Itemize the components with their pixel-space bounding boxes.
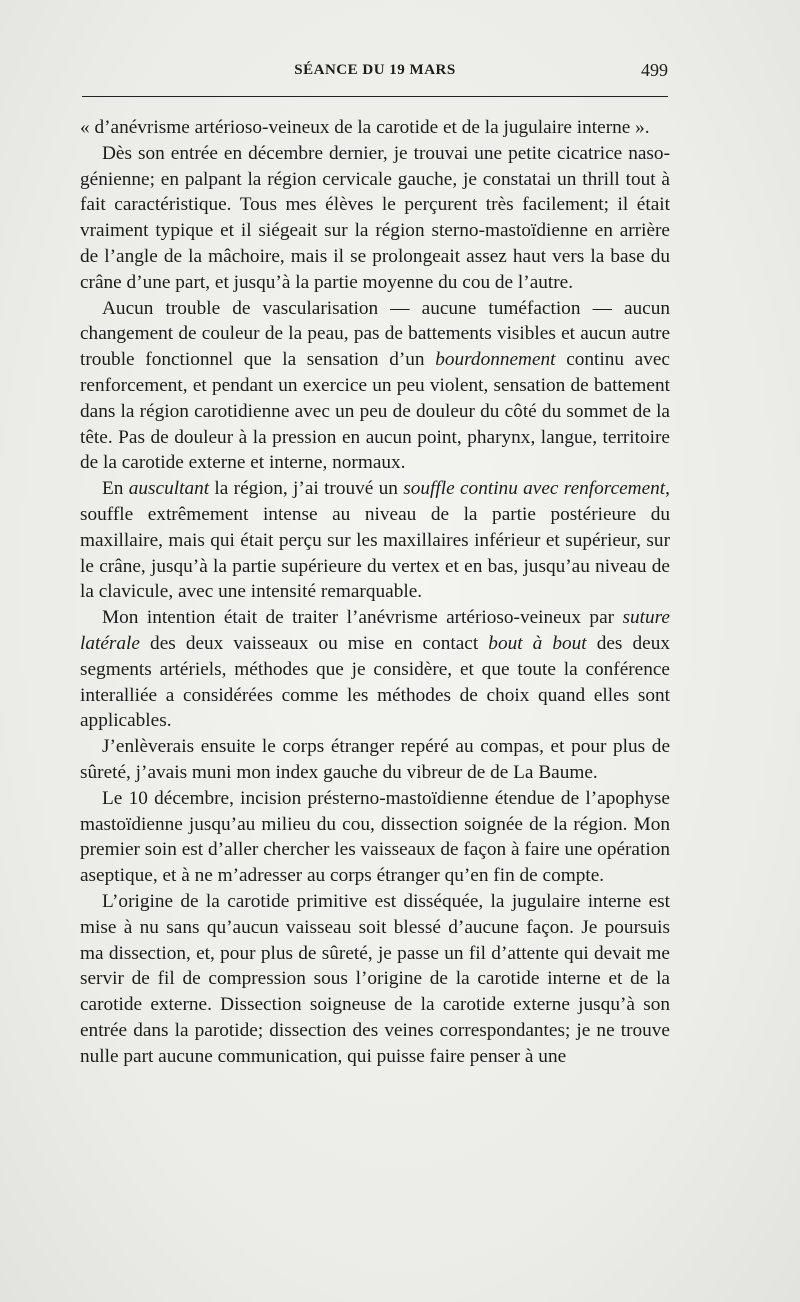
page-header — [80, 60, 670, 86]
paragraph — [80, 889, 670, 1070]
text-run: Mon intention était de traiter l’anévrisme artérioso-veineux par — [102, 607, 623, 629]
running-head: SÉANCE DU 19 MARS — [294, 62, 456, 78]
text-run: En — [102, 478, 129, 500]
text-run: des deux vaisseaux ou mise en contact — [139, 632, 489, 654]
italic-text: bout à bout — [488, 632, 587, 654]
italic-text: bourdonnement — [435, 349, 556, 371]
text-run: « d’anévrisme artérioso-veineux de la carotide et de la jugulaire interne ». — [80, 117, 650, 138]
text-run: , souffle extrêmement intense au niveau de la partie postérieure du maxillaire, mais qui était perçu sur les maxillaires inférieur et supérieur, sur le crâne, jusqu’à la partie supérieure du vertex et en bas, jusqu’au niveau de la clavicule, avec une intensité remarquable. — [80, 478, 670, 603]
text-run: J’enlèverais ensuite le corps étranger repéré au compas, et pour plus de sûreté, j’avais muni mon index gauche du vibreur de de La Baume. — [80, 736, 670, 783]
italic-text: suture latérale — [80, 607, 670, 654]
paragraph — [80, 115, 670, 141]
italic-text: souffle continu avec renforcement — [403, 478, 666, 500]
italic-text: auscultant — [128, 478, 210, 500]
text-run: Dès son entrée en décembre dernier, je trouvai une petite cicatrice naso-génienne; en palpant la région cervicale gauche, je constatai un thrill tout à fait caractéristique. Tous mes élèves le perçurent très facilement; il était vraiment typique et il siégeait sur la région sterno-mastoïdienne en arrière de l’angle de la mâchoire, mais il se prolongeait assez haut vers la base du crâne d’une part, et jusqu’à la partie moyenne du cou de l’autre. — [80, 142, 670, 293]
body-text — [80, 115, 670, 1069]
paragraph — [80, 734, 670, 786]
header-rule — [82, 96, 668, 97]
paragraph — [80, 296, 670, 477]
text-run: la région, j’ai trouvé un — [209, 478, 404, 500]
text-run: des deux segments artériels, méthodes que je considère, et que toute la conférence interalliée a considérées comme les méthodes de choix quand elles sont applicables. — [80, 632, 670, 732]
text-run: continu avec renforcement, et pendant un exercice un peu violent, sensation de battement dans la région carotidienne avec un peu de douleur du côté du sommet de la tête. Pas de douleur à la pression en aucun point, pharynx, langue, territoire de la carotide externe et interne, normaux. — [80, 349, 670, 474]
text-run: Le 10 décembre, incision présterno-mastoïdienne étendue de l’apophyse mastoïdienne jusqu’au milieu du cou, dissection soignée de la région. Mon premier soin est d’aller chercher les vaisseaux de façon à faire une opération aseptique, et à ne m’adresser au corps étranger qu’en fin de compte. — [80, 787, 670, 887]
paragraph — [80, 476, 670, 605]
text-run: L’origine de la carotide primitive est disséquée, la jugulaire interne est mise à nu sans qu’aucun vaisseau soit blessé d’aucune façon. Je poursuis ma dissection, et, pour plus de sûreté, je passe un fil d’attente qui devait me servir de fil de compression sous l’origine de la carotide interne et de la carotide externe. Dissection soigneuse de la carotide externe jusqu’à son entrée dans la parotide; dissection des veines correspondantes; je ne trouve nulle part aucune communication, qui puisse faire penser à une — [80, 890, 670, 1067]
text-run: Aucun trouble de vascularisation — aucune tuméfaction — aucun changement de couleur de la peau, pas de battements visibles et aucun autre trouble fonctionnel que la sensation d’un — [80, 297, 670, 371]
paragraph — [80, 786, 670, 889]
paragraph — [80, 605, 670, 734]
page-number: 499 — [641, 60, 668, 80]
paragraph — [80, 141, 670, 296]
